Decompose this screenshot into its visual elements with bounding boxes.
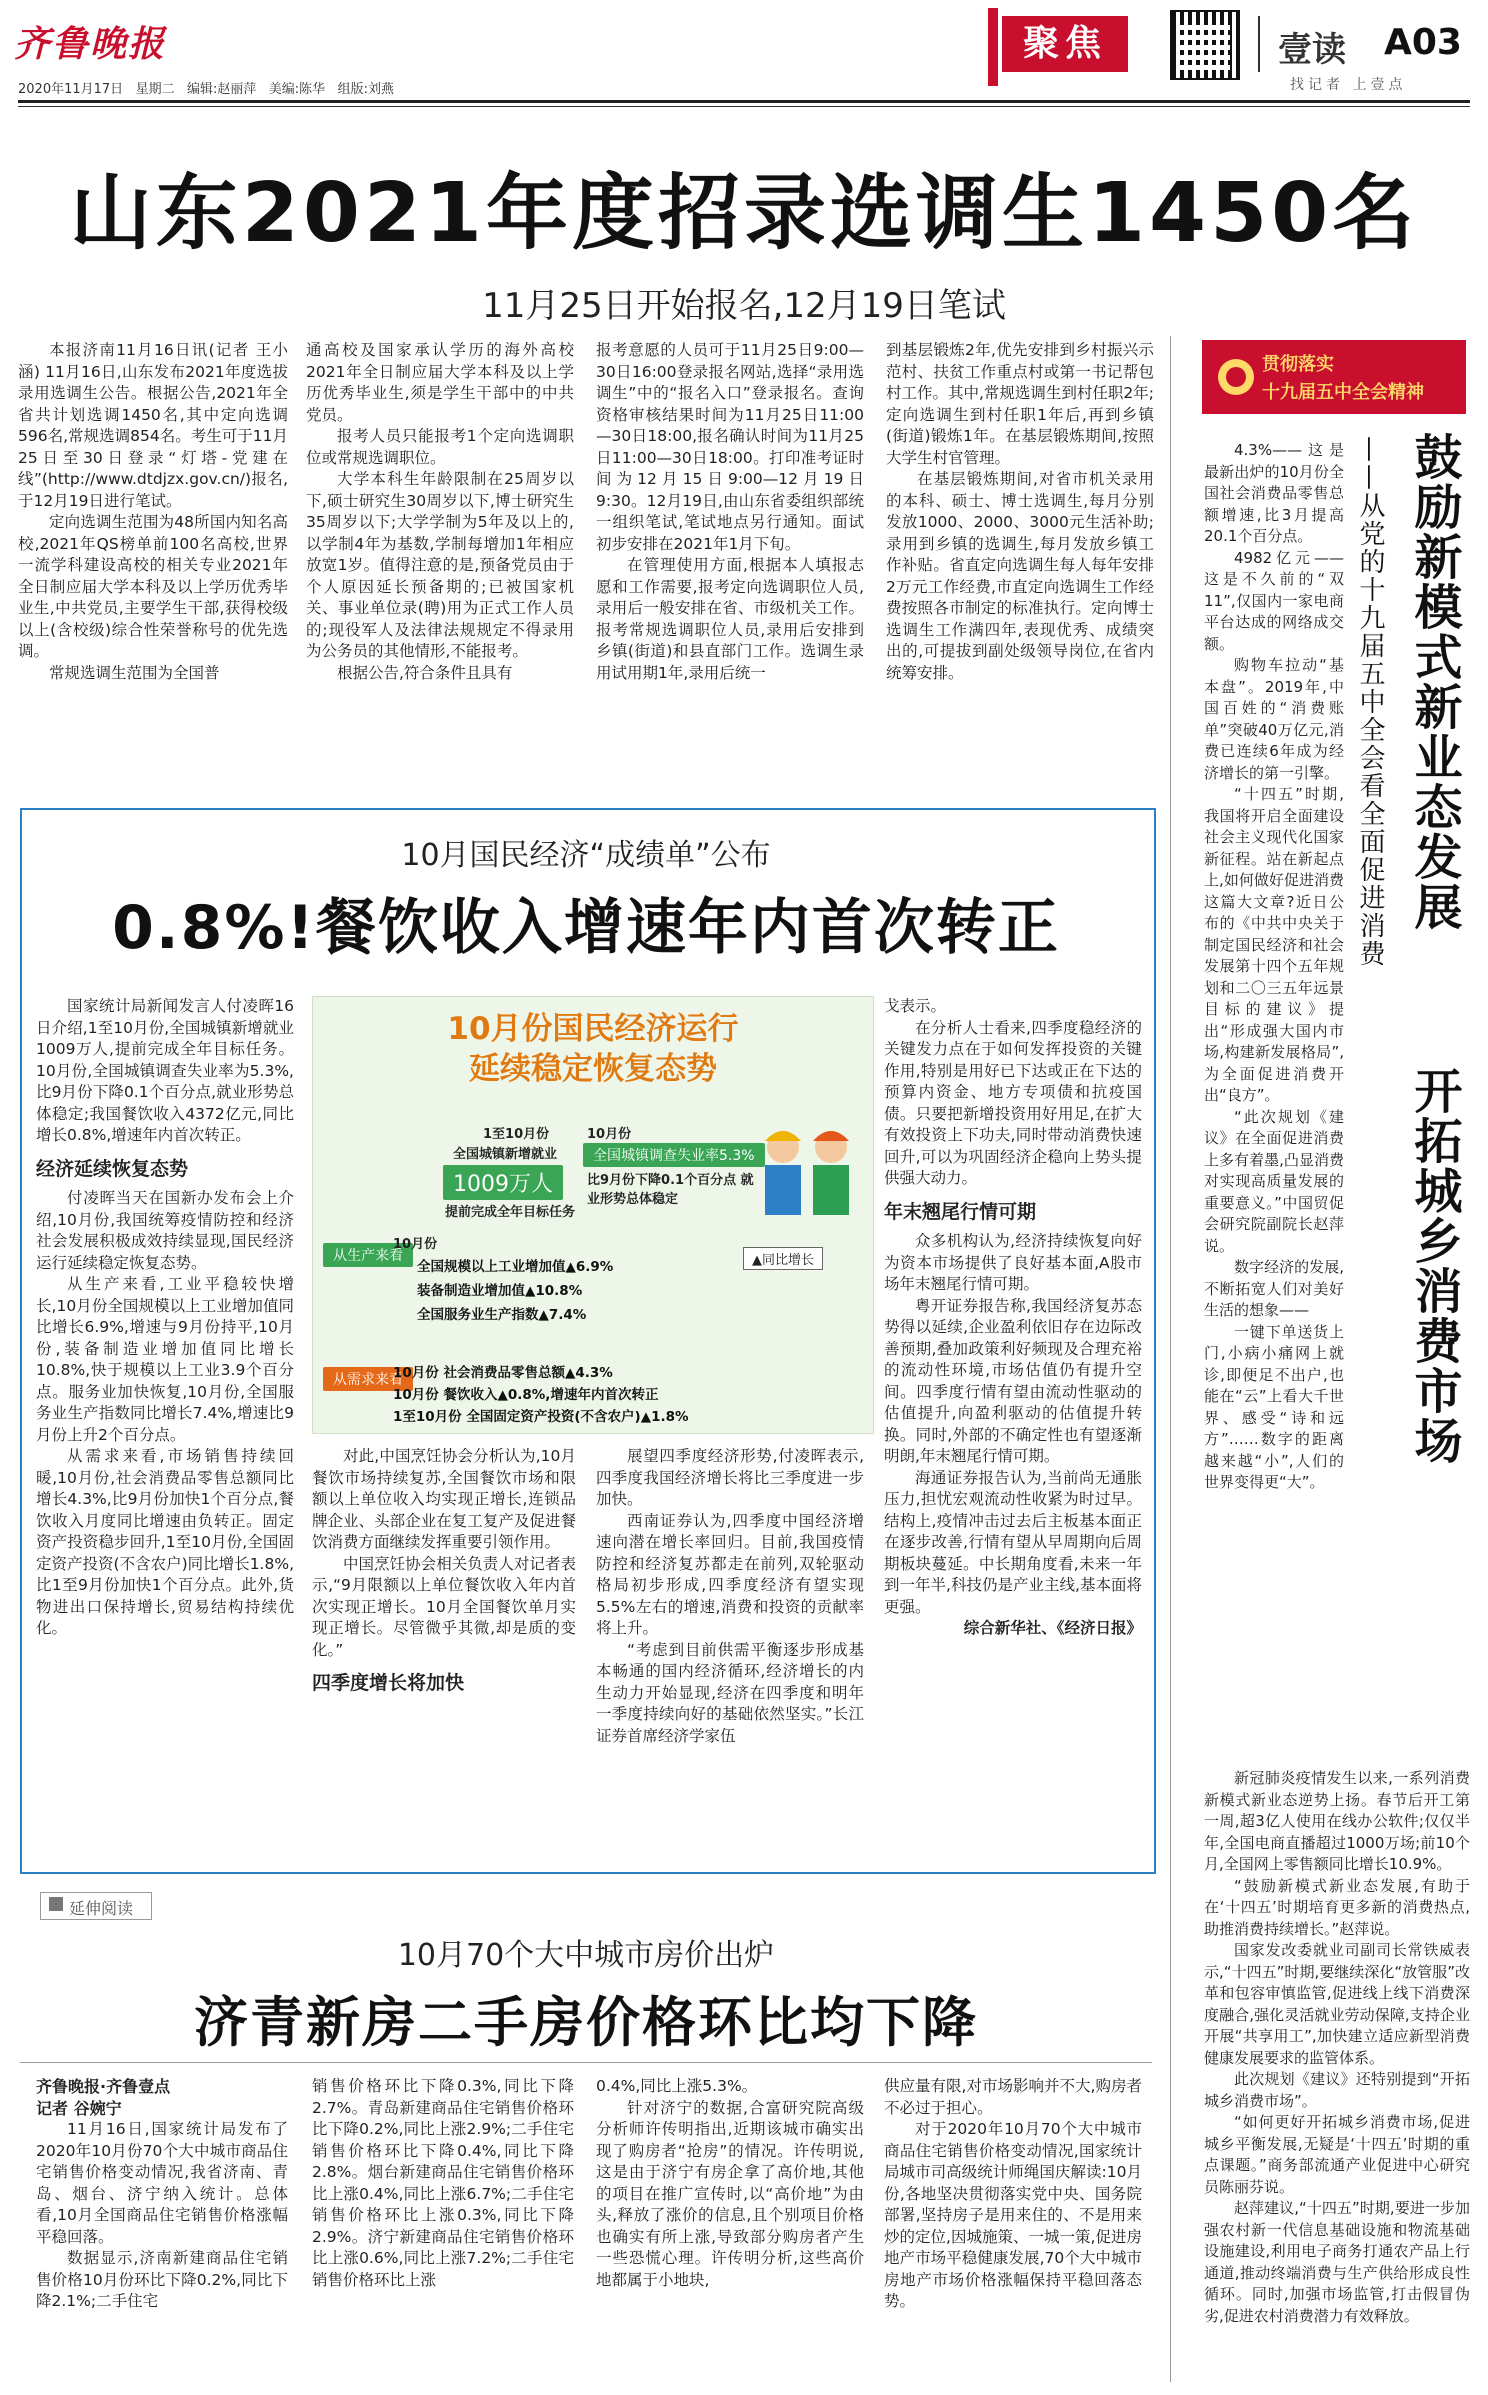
housing-kicker: 10月70个大中城市房价出炉: [397, 1938, 775, 1973]
newspaper-logo: 齐鲁晚报: [14, 23, 167, 65]
sidebar-paragraph: “如何更好开拓城乡消费市场,促进城乡平衡发展,无疑是‘十四五’时期的重点课题。”商务部流通产业促进中心研究员陈丽芬说。: [1204, 2113, 1470, 2196]
housing-headline: 济青新房二手房价格环比均下降: [194, 1991, 978, 2054]
demand-item: 10月份 餐饮收入▲0.8%,增速年内首次转正: [393, 1387, 659, 1403]
sidebar-paragraph: “鼓励新模式新业态发展,有助于在‘十四五’时期培育更多新的消费热点,助推消费持续增长。”赵萍说。: [1204, 1876, 1470, 1938]
economy-paragraph: 戈表示。: [884, 997, 947, 1015]
party-emblem-icon: [1216, 352, 1256, 402]
economy-paragraph: 对此,中国烹饪协会分析认为,10月餐饮市场持续复苏,全国餐饮市场和限额以上单位收入均实现正增长,连锁品牌企业、头部企业在复工复产及促进餐饮消费方面继续发挥重要引领作用。: [312, 1447, 576, 1551]
economy-paragraph: 付凌晖当天在国新办发布会上介绍,10月份,我国统筹疫情防控和经济社会发展积极成效持续显现,国民经济运行延续稳定恢复态势。: [36, 1189, 294, 1272]
housing-paragraph: 针对济宁的数据,合富研究院高级分析师许传明指出,近期该城市确实出现了购房者“抢房”的情况。许传明说,这是由于济宁有房企拿了高价地,其他的项目在推广宣传时,以“高价地”为由头,释放了涨价的信息,且个别项目价格也确实有所上涨,导致部分购房者产生一些恐慌心理。许传明分析,这些高价地都属于小地块,: [596, 2098, 864, 2289]
housing-column-2: [312, 2076, 574, 2291]
economy-column-4: [884, 996, 1142, 1640]
economy-column-1: [36, 996, 294, 1640]
economy-subhead-3: 年末翘尾行情可期: [884, 1200, 1037, 1223]
lead-column-1: [18, 340, 288, 684]
yoy-tag-label: 同比增长: [762, 1253, 815, 1268]
infographic-title-line-2: 延续稳定恢复态势: [469, 1051, 717, 1087]
lead-column-4: [886, 340, 1154, 684]
lead-paragraph: 常规选调生范围为全国普: [49, 663, 220, 682]
workers-illustration-icon: [753, 1107, 863, 1227]
economy-column-2: [312, 1446, 576, 1703]
page-number: A03: [1384, 22, 1462, 63]
demand-item: 1至10月份 全国固定资产投资(不含农户)▲1.8%: [393, 1409, 689, 1425]
economy-paragraph: 从生产来看,工业平稳较快增长,10月份全国规模以上工业增加值同比增长6.9%,增速与9月份持平,10月份,装备制造业增加值同比增长10.8%,快于规模以上工业3.9个百分点。服务业加快恢复,10月份,全国服务业生产指数同比增长7.4%,增速比9月份上升2个百分点。: [36, 1275, 294, 1444]
section-badge: [988, 8, 1140, 86]
employment-label-a: 1至10月份: [483, 1127, 550, 1142]
economy-paragraph: “考虑到目前供需平衡逐步形成基本畅通的国内经济循环,经济增长的内生动力开始显现,经济在四季度和明年一季度持续向好的基础依然坚实。”长江证券首席经济学家伍: [596, 1640, 864, 1745]
lead-paragraph: 定向选调生范围为48所国内知名高校,2021年QS榜单前100名高校,世界一流学科建设高校的相关专业2021年全日制应届大学本科及以上学历优秀毕业生,中共党员,主要学生干部,获得校级以上(含校级)综合性荣誉称号的优先选调。: [18, 513, 288, 660]
economy-infographic: [312, 996, 874, 1434]
lead-paragraph: 报考人员只能报考1个定向选调职位或常规选调职位。: [306, 427, 574, 467]
sidebar-paragraph: 数字经济的发展,不断拓宽人们对美好生活的想象——: [1204, 1258, 1344, 1319]
lead-headline: 山东2021年度招录选调生1450名: [69, 166, 1419, 261]
infographic-title-line-1: 10月份国民经济运行: [447, 1011, 739, 1047]
demand-tag: 从需求来看: [323, 1367, 413, 1391]
housing-paragraph: 对于2020年10月70个大中城市商品住宅销售价格变动情况,国家统计局城市司高级统计师绳国庆解读:10月份,各地坚决贯彻落实党中央、国务院部署,坚持房子是用来住的、不是用来炒的定位,因城施策、一城一策,促进房地产市场平稳健康发展,70个大中城市房地产市场价格涨幅保持平稳回落态势。: [884, 2120, 1142, 2310]
sidebar-paragraph: “十四五”时期,我国将开启全面建设社会主义现代化国家新征程。站在新起点上,如何做好促进消费这篇大文章?近日公布的《中共中央关于制定国民经济和社会发展第十四个五年规划和二〇三五年远景目标的建议》提出“形成强大国内市场,构建新发展格局”,为全面促进消费开出“良方”。: [1204, 785, 1344, 1104]
unemployment-note: 比9月份下降0.1个百分点 就业形势总体稳定: [587, 1173, 754, 1207]
sidebar-headline-part-2: 开拓城乡消费市场: [1406, 1066, 1462, 1466]
sidebar-subheadline: ——从党的十九届五中全会看全面促进消费: [1355, 436, 1385, 968]
economy-paragraph: 西南证券认为,四季度中国经济增速向潜在增长率回归。目前,我国疫情防控和经济复苏都走在前列,双轮驱动格局初步形成,四季度经济有望实现5.5%左右的增速,消费和投资的贡献率将上升。: [596, 1511, 864, 1637]
economy-paragraph: 国家统计局新闻发言人付凌晖16日介绍,1至10月份,全国城镇新增就业1009万人,提前完成全年目标任务。10月份,全国城镇调查失业率为5.3%,比9月份下降0.1个百分点,就业形势总体稳定;我国餐饮收入4372亿元,同比增长0.8%,增速年内首次转正。: [36, 997, 294, 1144]
issue-weekday: 星期二: [135, 82, 175, 97]
lead-subheadline: 11月25日开始报名,12月19日笔试: [482, 286, 1006, 326]
lead-paragraph: 到基层锻炼2年,优先安排到乡村振兴示范村、扶贫工作重点村或第一书记帮包村工作。其中,常规选调生到村任职2年;定向选调生到村任职1年后,再到乡镇(街道)锻炼1年。在基层锻炼期间,按照大学生村官管理。: [886, 341, 1155, 467]
employment-value: 1009万人: [443, 1165, 563, 1200]
issue-date: 2020年11月17日: [18, 82, 124, 97]
lead-paragraph: 在基层锻炼期间,对省市机关录用的本科、硕士、博士选调生,每月分别发放1000、2000、3000元生活补助;录用到乡镇的选调生,每月发放乡镇工作补贴。省直定向选调生每人每年安排2万元工作经费,市直定向选调生工作经费按照各市制定的标准执行。定向博士选调生工作满四年,表现优秀、成绩突出的,可提拔到副处级领导岗位,在省内统筹安排。: [886, 470, 1154, 682]
housing-paragraph: 销售价格环比下降0.3%,同比下降2.7%。青岛新建商品住宅销售价格环比下降0.2%,同比上涨2.9%;二手住宅销售价格环比下降0.4%,同比下降2.8%。烟台新建商品住宅销售价格环比上涨0.4%,同比上涨6.7%;二手住宅销售价格环比上涨0.3%,同比下降2.9%。济宁新建商品住宅销售价格环比上涨0.6%,同比上涨7.2%;二手住宅销售价格环比上涨: [312, 2077, 574, 2289]
lead-paragraph: 本报济南11月16日讯(记者 王小涵) 11月16日,山东发布2021年度选拔录用选调生公告。根据公告,2021年全省共计划选调1450名,其中定向选调596名,常规选调854名。考生可于11月25日至30日登录“灯塔-党建在线”(http://www.dtdjzx.gov.cn/)报名,于12月19日进行笔试。: [18, 341, 288, 510]
sidebar-paragraph: 赵萍建议,“十四五”时期,要进一步加强农村新一代信息基础设施和物流基础设施建设,利用电子商务打通农产品上行通道,推动终端消费与生产供给形成良性循环。同时,加强市场监管,打击假冒伪劣,促进农村消费潜力有效释放。: [1204, 2199, 1470, 2325]
economy-kicker: 10月国民经济“成绩单”公布: [401, 838, 771, 873]
supply-tag: 从生产来看: [323, 1243, 413, 1267]
unemployment-value: 全国城镇调查失业率5.3%: [583, 1143, 765, 1167]
sidebar-paragraph: 国家发改委就业司副司长常铁威表示,“十四五”时期,要继续深化“放管服”改革和包容审慎监管,促进线上线下消费深度融合,强化灵活就业劳动保障,支持企业开展“共享用工”,加快建立适应新型消费健康发展要求的监管体系。: [1204, 1941, 1470, 2067]
lead-paragraph: 通高校及国家承认学历的海外高校2021年全日制应届大学本科及以上学历优秀毕业生,须是学生干部中的中共党员。: [306, 341, 574, 424]
extended-reading-label: 延伸阅读: [69, 1899, 134, 1918]
economy-source: 综合新华社、《经济日报》: [963, 1619, 1142, 1637]
art-credit: 美编:陈华: [268, 82, 326, 97]
economy-paragraph: 展望四季度经济形势,付凌晖表示,四季度我国经济增长将比三季度进一步加快。: [596, 1447, 864, 1508]
supply-item: 全国服务业生产指数▲7.4%: [417, 1307, 587, 1323]
sidebar-wide-column: [1204, 1768, 1470, 2327]
dateline: [18, 78, 394, 97]
economy-column-3: [596, 1446, 864, 1747]
sidebar-headline-part-1: 鼓励新模式新业态发展: [1406, 432, 1462, 932]
extended-reading-tag: [40, 1892, 152, 1920]
employment-label-b: 全国城镇新增就业: [453, 1147, 558, 1162]
qr-code-icon: [1170, 10, 1240, 80]
housing-paragraph: 数据显示,济南新建商品住宅销售价格10月份环比下降0.2%,同比下降2.1%;二手住宅: [36, 2249, 288, 2310]
lead-paragraph: 报考意愿的人员可于11月25日9:00—30日16:00登录报名网站,选择“录用选调生”中的“报名入口”登录报名。查询资格审核结果时间为11月25日11:00—30日18:00,报名确认时间为11月25日11:00—30日18:00。打印准考证时间为12月15日9:00—12月19日9:30。12月19日,由山东省委组织部统一组织笔试,笔试地点另行通知。面试初步安排在2021年1月下旬。: [596, 341, 864, 553]
supply-month: 10月份: [393, 1237, 438, 1252]
lead-column-3: [596, 340, 864, 684]
lead-paragraph: 大学本科生年龄限制在25周岁以下,硕士研究生30周岁以下,博士研究生35周岁以下;大学学制为5年及以上的,以学制4年为基数,学制每增加1年相应放宽1岁。值得注意的是,预备党员由于个人原因延长预备期的;已被国家机关、事业单位录(聘)用为正式工作人员的;现役军人及法律法规规定不得录用为公务员的其他情形,不能报考。: [306, 470, 574, 660]
housing-column-3: [596, 2076, 864, 2291]
sidebar-paragraph: 4.3%——这是最新出炉的10月份全国社会消费品零售总额增速,比3月提高20.1个百分点。: [1204, 441, 1344, 545]
housing-byline-1: 齐鲁晚报·齐鲁壹点: [36, 2077, 171, 2096]
editor-credit: 编辑:赵丽萍: [187, 82, 257, 97]
sidebar-paragraph: 新冠肺炎疫情发生以来,一系列消费新模式新业态逆势上扬。春节后开工第一周,超3亿人使用在线办公软件;仅仅半年,全国电商直播超过1000万场;前10个月,全国网上零售额同比增长10.9%。: [1204, 1769, 1470, 1873]
yoy-tag: ▲同比增长: [743, 1247, 823, 1270]
section-badge-label: 聚焦: [1002, 16, 1128, 72]
sidebar-narrow-column: [1204, 440, 1344, 1494]
sidebar-paragraph: 4982亿元——这是不久前的“双11”,仅国内一家电商平台达成的网络成交额。: [1204, 548, 1344, 653]
supply-item: 装备制造业增加值▲10.8%: [417, 1283, 583, 1299]
economy-paragraph: 中国烹饪协会相关负责人对记者表示,“9月限额以上单位餐饮收入年内首次实现正增长。10月全国餐饮单月实现正增长。尽管微乎其微,却是质的变化。”: [312, 1554, 576, 1659]
economy-subhead-1: 经济延续恢复态势: [36, 1157, 189, 1180]
lead-paragraph: 在管理使用方面,根据本人填报志愿和工作需要,报考定向选调职位人员,录用后一般安排在省、市级机关工作。报考常规选调职位人员,录用后安排到乡镇(街道)和县直部门工作。选调生录用试用期1年,录用后统一: [596, 556, 864, 682]
economy-paragraph: 众多机构认为,经济持续恢复向好为资本市场提供了良好基本面,A股市场年末翘尾行情可期。: [884, 1232, 1142, 1293]
housing-paragraph: 11月16日,国家统计局发布了2020年10月份70个大中城市商品住宅销售价格变动情况,我省济南、青岛、烟台、济宁纳入统计。总体看,10月全国商品住宅销售价格涨幅平稳回落。: [36, 2120, 288, 2246]
sidebar-paragraph: “此次规划《建议》在全面促进消费上多有着墨,凸显消费对实现高质量发展的重要意义。”中国贸促会研究院副院长赵萍说。: [1204, 1107, 1344, 1255]
column-name: 壹读: [1278, 30, 1346, 70]
sidebar-paragraph: 购物车拉动“基本盘”。2019年,中国百姓的“消费账单”突破40万亿元,消费已连续6年成为经济增长的第一引擎。: [1204, 656, 1344, 782]
banner-line-1: 贯彻落实: [1262, 354, 1334, 375]
economy-headline: 0.8%!餐饮收入增速年内首次转正: [112, 893, 1060, 963]
housing-paragraph: 0.4%,同比上涨5.3%。: [596, 2077, 758, 2095]
demand-item: 10月份 社会消费品零售总额▲4.3%: [393, 1365, 613, 1381]
economy-paragraph: 从需求来看,市场销售持续回暖,10月份,社会消费品零售总额同比增长4.3%,比9月份加快1个百分点,餐饮收入月度同比增速由负转正。固定资产投资稳步回升,1至10月份,全国固定资产投资(不含农户)同比增长1.8%,比1至9月份加快1个百分点。此外,货物进出口保持增长,贸易结构持续优化。: [36, 1447, 294, 1637]
economy-paragraph: 粤开证券报告称,我国经济复苏态势得以延续,企业盈利依旧存在边际改善预期,叠加政策利好频现及合理充裕的流动性环境,市场估值仍有提升空间。四季度行情有望由流动性驱动的估值提升,向盈利驱动的估值提升转换。同时,外部的不确定性也有望逐渐明朗,年末翘尾行情可期。: [884, 1296, 1142, 1465]
banner-line-2: 十九届五中全会精神: [1262, 382, 1424, 403]
economy-paragraph: 在分析人士看来,四季度稳经济的关键发力点在于如何发挥投资的关键作用,特别是用好已下达或正在下达的预算内资金、地方专项债和抗疫国债。只要把新增投资用好用足,在扩大有效投资上下功夫,同时带动消费快速回升,可以为巩固经济企稳向上势头提供强大动力。: [884, 1018, 1142, 1187]
layout-credit: 组版:刘燕: [337, 82, 394, 97]
supply-item: 全国规模以上工业增加值▲6.9%: [417, 1259, 614, 1275]
theme-banner: [1202, 340, 1466, 414]
housing-column-1: [36, 2076, 288, 2313]
economy-subhead-2: 四季度增长将加快: [312, 1672, 465, 1694]
economy-paragraph: 海通证券报告认为,当前尚无通胀压力,担忧宏观流动性收紧为时过早。结构上,疫情冲击过去后主板基本面正在逐步改善,行情有望从早周期向后周期板块蔓延。中长期角度看,未来一年到一年半,科技仍是产业主线,基本面将更强。: [884, 1468, 1142, 1616]
housing-column-4: [884, 2076, 1142, 2313]
note-icon: [49, 1897, 63, 1911]
housing-byline-2: 记者 谷婉宁: [36, 2098, 122, 2118]
employment-note: 提前完成全年目标任务: [445, 1205, 576, 1220]
lead-column-2: [306, 340, 574, 684]
reporter-line: 找记者 上壹点: [1290, 77, 1407, 93]
sidebar-paragraph: 一键下单送货上门,小病小痛网上就诊,即便足不出户,也能在“云”上看大千世界、感受“诗和远方”……数字的距离越来越“小”,人们的世界变得更“大”。: [1204, 1322, 1344, 1491]
housing-paragraph: 供应量有限,对市场影响并不大,购房者不必过于担心。: [884, 2077, 1142, 2117]
sidebar-paragraph: 此次规划《建议》还特别提到“开拓城乡消费市场”。: [1204, 2070, 1470, 2110]
lead-paragraph: 根据公告,符合条件且具有: [337, 663, 513, 682]
unemployment-month: 10月份: [587, 1127, 632, 1142]
